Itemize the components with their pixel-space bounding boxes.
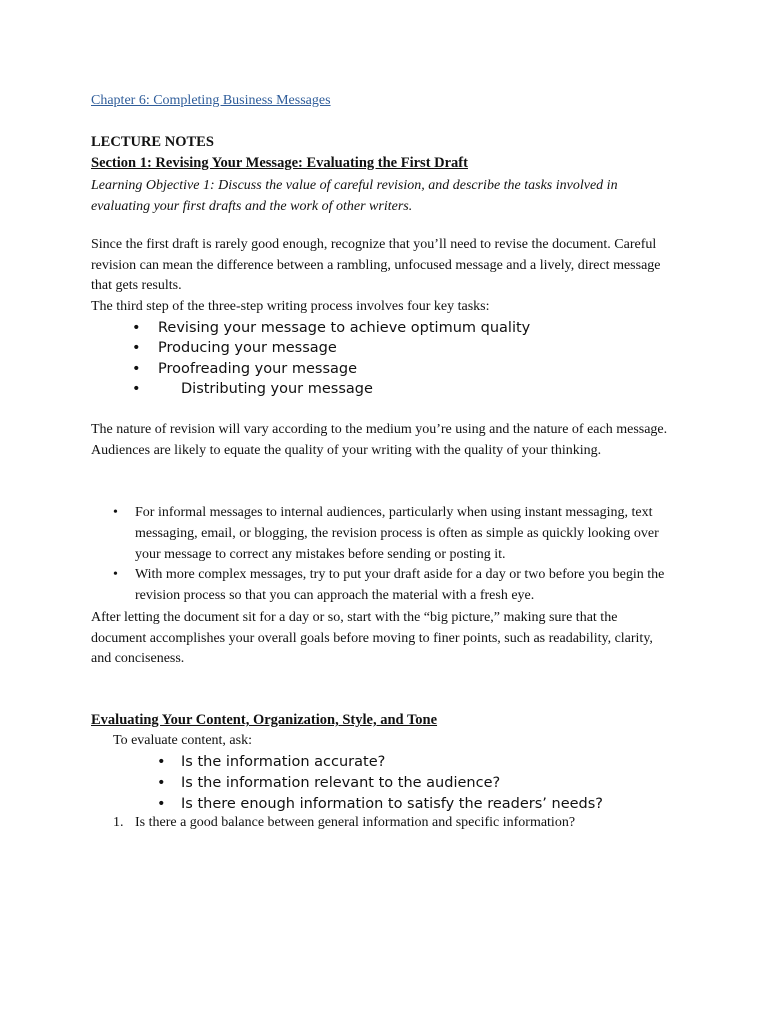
revision-bullets-list [113,503,673,607]
list-item: • Is the information relevant to the audience? [157,773,603,794]
list-item: • With more complex messages, try to put your draft aside for a day or two before you begin the revision process so that you can approach the material with a fresh eye. [113,565,673,607]
learning-objective-1: Learning Objective 1: Discuss the value of careful revision, and describe the tasks involved in evaluating your first drafts and the work of other writers. [91,178,618,214]
list-item: • For informal messages to internal audiences, particularly when using instant messaging, text messaging, email, or blogging, the revision process is often as simple as quickly looking over your message to correct any mistakes before sending or posting it. [113,503,673,565]
list-item: • Proofreading your message [132,359,530,379]
section-1-heading: Section 1: Revising Your Message: Evaluating the First Draft [91,155,468,171]
list-item: • Distributing your message [132,379,530,399]
evaluating-content-heading: Evaluating Your Content, Organization, Style, and Tone [91,712,438,728]
list-item: • Producing your message [132,338,530,358]
paragraph-big-picture: After letting the document sit for a day or so, start with the “big picture,” making sure that the document accomplishes your overall goals before moving to finer points, such as readability, clarity, and conciseness. [91,610,653,666]
key-tasks-list [132,318,530,399]
chapter-title[interactable]: Chapter 6: Completing Business Messages [91,93,331,108]
evaluate-content-intro: To evaluate content, ask: [113,733,252,748]
list-item: • Is the information accurate? [157,752,603,773]
numbered-item [113,815,575,831]
list-number: 1. [113,815,124,830]
lecture-notes-heading: LECTURE NOTES [91,134,214,150]
paragraph-first-draft: Since the first draft is rarely good enough, recognize that you’ll need to revise the document. Careful revision can mean the difference between a rambling, unfocused message and a lively, direct message that gets results. [91,237,661,293]
list-item: • Revising your message to achieve optimum quality [132,318,530,338]
paragraph-nature-of-revision: The nature of revision will vary according to the medium you’re using and the nature of each message. Audiences are likely to equate the quality of your writing with the quality of your thinking. [91,422,668,458]
content-questions-list [157,752,603,814]
paragraph-third-step: The third step of the three-step writing process involves four key tasks: [91,299,490,314]
numbered-item-text: Is there a good balance between general information and specific information? [135,815,576,830]
list-item: • Is there enough information to satisfy the readers’ needs? [157,794,603,815]
